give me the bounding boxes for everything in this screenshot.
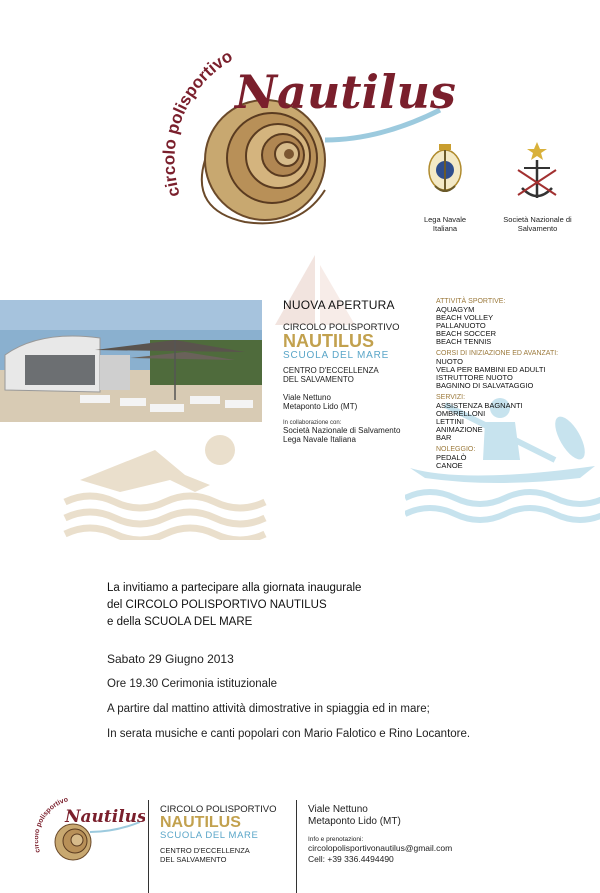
footer-circolo: CIRCOLO POLISPORTIVO [160,804,277,815]
invite-line-1: La invitiamo a partecipare alla giornata inaugurale [107,582,362,594]
invitation-text [107,580,547,742]
section-heading: CORSI DI INIZIAZIONE ED AVANZATI: [436,350,559,357]
collab-label: In collaborazione con: [283,420,342,426]
list-item: ANIMAZIONE [436,425,483,434]
list-item: VELA PER BAMBINI ED ADULTI [436,365,546,374]
centro-line-1: CENTRO D'ECCELLENZA [283,366,379,375]
invite-line-2: del CIRCOLO POLISPORTIVO NAUTILUS [107,599,327,611]
nautilus-title: NAUTILUS [283,331,374,351]
partner-emblems [415,140,585,240]
event-line-2: A partire dal mattino attività dimostrative in spiaggia ed in mare; [107,703,430,715]
footer-brand [160,804,290,864]
list-item: PEDALÒ [436,453,467,462]
footer-divider [148,800,149,893]
section-heading: NOLEGGIO: [436,446,476,453]
scuola-label: SCUOLA DEL MARE [283,350,390,361]
list-item: NUOTO [436,357,463,366]
address-line-1: Viale Nettuno [283,393,331,402]
services-list [436,298,586,470]
lega-navale-label: Lega Navale Italiana [423,215,467,233]
footer-centro-2: DEL SALVAMENTO [160,855,227,864]
footer-scuola: SCUOLA DEL MARE [160,830,259,841]
list-item: BEACH VOLLEY [436,313,494,322]
footer-address-1: Viale Nettuno [308,804,368,815]
salvamento-label: Società Nazionale di Salvamento [503,215,572,233]
nuova-apertura: NUOVA APERTURA [283,298,395,312]
footer-divider [296,800,297,893]
salvamento-emblem [500,140,575,233]
swimmer-watermark [60,430,270,540]
footer-address-2: Metaponto Lido (MT) [308,816,401,827]
section-heading: ATTIVITÀ SPORTIVE: [436,298,506,305]
footer-logo-brand: Nautilus [65,807,145,827]
address-line-2: Metaponto Lido (MT) [283,402,358,411]
list-item: ISTRUTTORE NUOTO [436,373,513,382]
section-noleggio [436,446,586,470]
list-item: BAR [436,433,452,442]
circolo-label: CIRCOLO POLISPORTIVO [283,322,400,333]
footer-logo-circolo: polisportivo [35,796,70,829]
invite-line-3: e della SCUOLA DEL MARE [107,616,253,628]
centro-line-2: DEL SALVAMENTO [283,375,354,384]
footer-centro [160,846,290,864]
footer-phone[interactable]: Cell: +39 336.4494490 [308,854,394,864]
list-item: LETTINI [436,417,464,426]
event-line-1: Ore 19.30 Cerimonia istituzionale [107,678,278,690]
footer-centro-1: CENTRO D'ECCELLENZA [160,846,250,855]
address [283,393,428,411]
center-info [283,298,428,444]
list-item: BAGNINO DI SALVATAGGIO [436,381,534,390]
list-item: BEACH TENNIS [436,337,492,346]
footer-info-label: Info e prenotazioni: [308,836,364,843]
collab-line-1: Società Nazionale di Salvamento [283,426,401,435]
event-date: Sabato 29 Giugno 2013 [107,652,234,666]
centro-label [283,366,428,384]
nautilus-logo [150,10,460,240]
list-item: PALLANUOTO [436,321,486,330]
section-sport [436,298,586,346]
shell-icon [55,822,140,860]
list-item: CANOE [436,461,463,470]
list-item: OMBRELLONI [436,409,486,418]
lega-navale-emblem [415,140,475,233]
list-item: AQUAGYM [436,305,475,314]
list-item: ASSISTENZA BAGNANTI [436,401,523,410]
section-heading: SERVIZI: [436,394,466,401]
footer-contact [308,804,558,865]
section-corsi [436,350,586,390]
section-servizi [436,394,586,442]
anchor-star-icon [500,140,575,210]
list-item: BEACH SOCCER [436,329,497,338]
logo-brand-text: Nautilus [235,65,456,119]
beach-club-photo [0,300,262,422]
swimmer-icon [60,430,270,540]
anchor-shield-icon [415,140,475,210]
collab-line-2: Lega Navale Italiana [283,435,356,444]
footer-email[interactable]: circolopolisportivonautilus@gmail.com [308,843,453,853]
logo-circolo-text: circolo polisportivo [159,46,236,200]
footer-nautilus: NAUTILUS [160,814,241,831]
event-line-3: In serata musiche e canti popolari con Mario Falotico e Rino Locantore. [107,728,471,740]
footer-logo [35,792,145,864]
collab-list [283,426,428,444]
